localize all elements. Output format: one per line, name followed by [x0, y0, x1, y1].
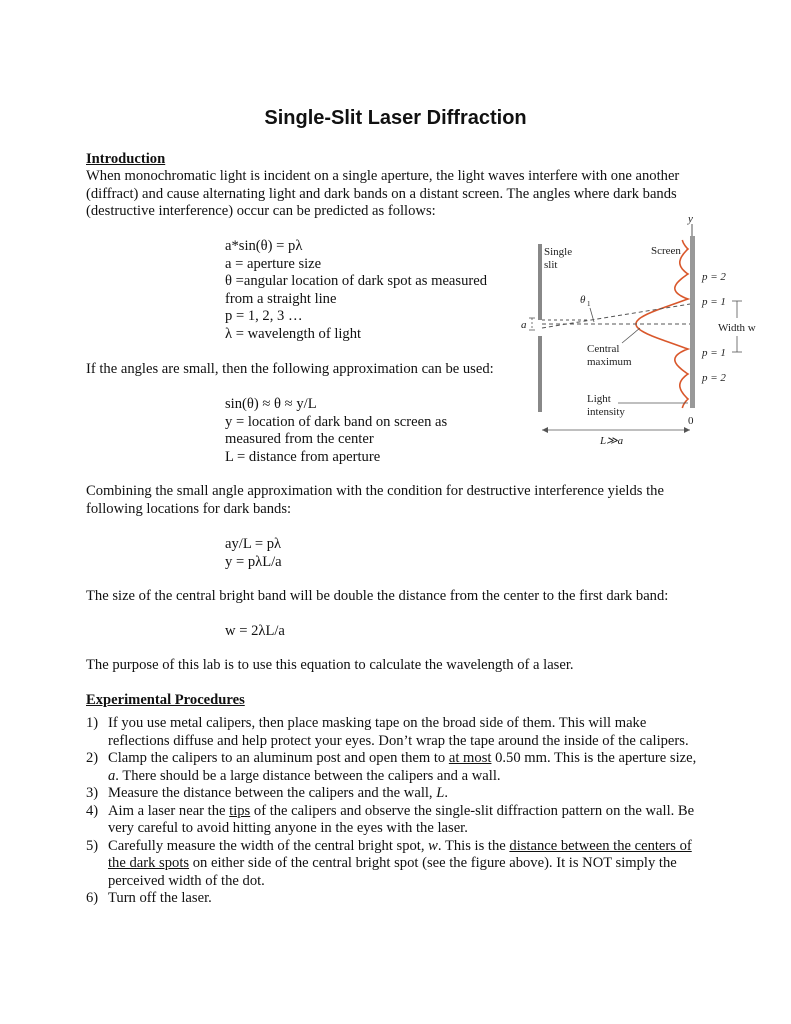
procedure-step-4	[86, 803, 706, 838]
step-text: on either side of the central bright spot (see the figure above). It is NOT simply the perceived width of the dot.	[108, 855, 677, 889]
step-text: Measure the distance between the calipers and the wall,	[108, 785, 437, 801]
single-slit-label-line1: Single	[544, 246, 573, 258]
procedure-step-3	[86, 785, 706, 803]
equation-line: λ = wavelength of light	[225, 325, 362, 342]
step-number: 4)	[86, 802, 99, 819]
introduction-heading: Introduction	[86, 151, 166, 167]
procedure-step-6	[86, 890, 706, 908]
small-angle-intro: If the angles are small, then the following approximation can be used:	[86, 361, 494, 377]
step-number: 6)	[86, 890, 99, 906]
purpose-paragraph: The purpose of this lab is to use this equation to calculate the wavelength of a laser.	[86, 657, 574, 673]
light-intensity-label-line1: Light	[587, 393, 611, 405]
equation-line: from a straight line	[225, 290, 337, 307]
procedure-step-5	[86, 838, 706, 891]
equation-line: y = location of dark band on screen as	[225, 413, 448, 430]
step-text: . There should be a large distance between the calipers and a wall.	[115, 767, 501, 784]
step-text: a	[108, 767, 116, 784]
slit-barrier-top	[538, 244, 542, 320]
central-maximum-label-line2: maximum	[587, 356, 632, 368]
width-equation: w = 2λL/a	[225, 623, 285, 639]
step-number: 2)	[86, 750, 99, 766]
equation-line: p = 1, 2, 3 …	[225, 308, 303, 324]
theta-subscript: 1	[587, 300, 591, 308]
step-text: Aim a laser near the	[108, 802, 230, 819]
width-label: Width w	[718, 322, 756, 334]
equation-line: ay/L = pλ	[225, 536, 282, 552]
procedure-step-2	[86, 750, 706, 785]
step-text: at most	[448, 750, 492, 766]
equation-line: a = aperture size	[225, 255, 322, 272]
procedure-steps	[86, 715, 706, 908]
step-number: 1)	[86, 715, 99, 731]
step-text: Turn off the laser.	[108, 890, 212, 906]
combining-paragraph: Combining the small angle approximation with the condition for destructive interference yields the following locations for dark bands:	[86, 483, 664, 517]
light-intensity-label-line2: intensity	[587, 406, 625, 418]
p-label-bottom-2: p = 2	[702, 372, 726, 384]
equation-line: sin(θ) ≈ θ ≈ y/L	[225, 396, 317, 412]
introduction-paragraph: When monochromatic light is incident on a single aperture, the light waves interfere with one another (diffract) and cause alternating light and dark bands on a distant screen. The angles where dark bands (destructive interference) occur can be predicted as follows:	[86, 168, 680, 219]
step-text: .	[444, 785, 449, 801]
page-title: Single-Slit Laser Diffraction	[264, 107, 527, 129]
theta-label: θ	[580, 294, 586, 306]
central-maximum-label-line1: Central	[587, 343, 620, 355]
central-maximum-pointer	[622, 328, 640, 343]
equation-line: θ =angular location of dark spot as measured	[225, 273, 488, 289]
y-axis-label: y	[688, 213, 693, 225]
step-text: . This is the	[437, 837, 510, 854]
step-text: L	[436, 785, 445, 801]
distance-label: L≫a	[600, 435, 624, 447]
equation-line: L = distance from aperture	[225, 448, 381, 465]
p-label-bottom-1: p = 1	[702, 347, 726, 359]
equation-line: a*sin(θ) = pλ	[225, 238, 303, 254]
p-label-top-2: p = 2	[702, 271, 726, 283]
procedure-step-1	[86, 715, 706, 750]
diffraction-figure	[510, 210, 780, 455]
small-angle-equation-block	[225, 396, 447, 466]
step-text: distance between the centers of the dark spots	[108, 837, 692, 871]
step-number: 3)	[86, 785, 99, 801]
step-text: Clamp the calipers to an aluminum post and open them to	[108, 750, 449, 766]
central-band-paragraph: The size of the central bright band will be double the distance from the center to the first dark band:	[86, 588, 669, 604]
step-number: 5)	[86, 837, 99, 854]
step-text: of the calipers and observe the single-slit diffraction pattern on the wall. Be very careful to avoid hitting anyone in the eyes with the laser.	[108, 802, 695, 836]
diffraction-equation-block	[225, 238, 487, 343]
screen-bar	[690, 236, 695, 408]
single-slit-label-line2: slit	[544, 259, 558, 271]
screen-label: Screen	[651, 245, 681, 257]
dark-band-equation-block	[225, 536, 282, 571]
step-text: Carefully measure the width of the central bright spot,	[108, 837, 429, 854]
slit-barrier-bottom	[538, 336, 542, 412]
equation-line: y = pλL/a	[225, 553, 282, 570]
equation-line: measured from the center	[225, 431, 374, 447]
aperture-label: a	[521, 319, 527, 331]
p-label-top-1: p = 1	[702, 296, 726, 308]
zero-label: 0	[688, 415, 694, 427]
step-text: 0.50 mm. This is the aperture size,	[491, 750, 697, 766]
step-text: If you use metal calipers, then place masking tape on the broad side of them. This will make reflections diffuse and help protect your eyes. Don’t wrap the tape around the inside of the calipers.	[108, 715, 689, 749]
step-text: w	[428, 837, 438, 854]
procedures-heading: Experimental Procedures	[86, 692, 245, 708]
step-text: tips	[229, 802, 251, 819]
